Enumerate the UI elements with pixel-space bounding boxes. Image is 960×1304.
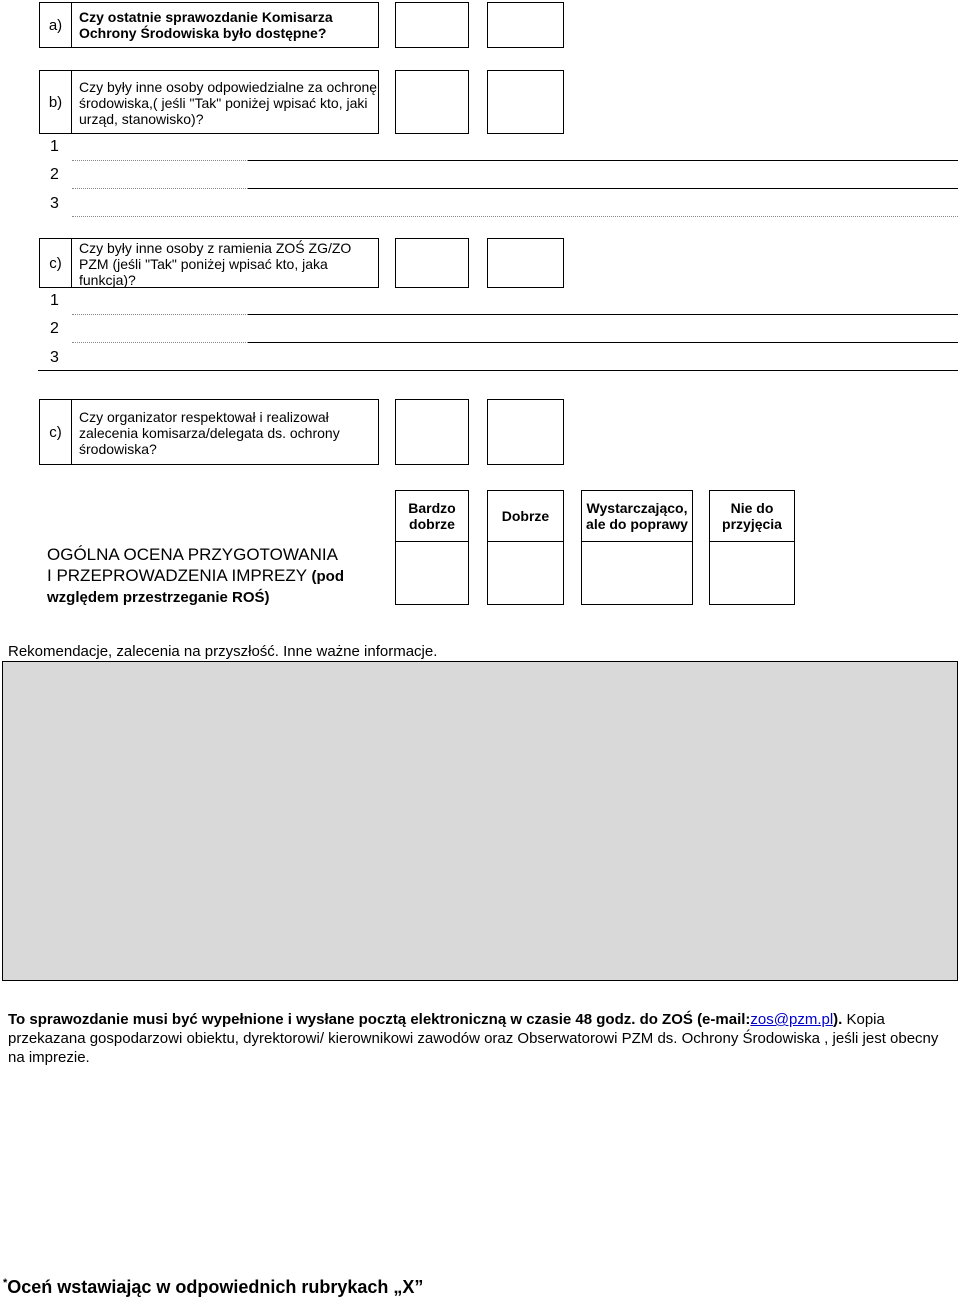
email-link[interactable]: zos@pzm.pl [750,1011,834,1028]
fill-line-c2[interactable] [248,342,958,343]
question-a-answer-tak[interactable] [395,2,469,48]
recommendations-label: Rekomendacje, zalecenia na przyszłość. Inne ważne informacje. [8,643,438,660]
question-c1-answer-tak[interactable] [395,238,469,288]
fill-line-b2[interactable] [248,188,958,189]
overall-assessment-label: OGÓLNA OCENA PRZYGOTOWANIA I PRZEPROWADZENIA IMPREZY (pod względem przestrzeganie ROŚ) [47,545,344,606]
line-number: 2 [50,320,59,337]
grade-header-nie-do-przyjecia: Nie do przyjęcia [709,490,795,542]
question-a-letter: a) [39,2,72,48]
question-c1-letter: c) [39,238,72,288]
fill-line-dotted [72,342,248,343]
question-b-text: Czy były inne osoby odpowiedzialne za ochronę środowiska,( jeśli "Tak" poniżej wpisać kto, jaki urząd, stanowisko)? [71,70,379,134]
grade-cell-wystarczajaco[interactable] [581,541,693,605]
question-c2-letter: c) [39,399,72,465]
line-number: 1 [50,292,59,309]
fill-line-dotted [72,314,248,315]
grade-cell-dobrze[interactable] [487,541,564,605]
line-number: 2 [50,166,59,183]
question-c2-text: Czy organizator respektował i realizował zalecenia komisarza/delegata ds. ochrony środowiska? [71,399,379,465]
question-c2-answer-tak[interactable] [395,399,469,465]
question-b-letter: b) [39,70,72,134]
rating-note: *Oceń wstawiając w odpowiednich rubrykach „X” [3,1277,424,1297]
grade-cell-bardzo-dobrze[interactable] [395,541,469,605]
question-c1-answer-nie[interactable] [487,238,564,288]
fill-line-dotted [72,160,248,161]
fill-line-b3[interactable] [72,216,958,217]
line-number: 1 [50,138,59,155]
question-b-answer-nie[interactable] [487,70,564,134]
grade-header-wystarczajaco: Wystarczająco, ale do poprawy [581,490,693,542]
question-b-answer-tak[interactable] [395,70,469,134]
grade-cell-nie-do-przyjecia[interactable] [709,541,795,605]
question-a-answer-nie[interactable] [487,2,564,48]
question-c2-answer-nie[interactable] [487,399,564,465]
line-number: 3 [50,349,59,366]
fill-line-b1[interactable] [248,160,958,161]
fill-line-c1[interactable] [248,314,958,315]
grade-header-dobrze: Dobrze [487,490,564,542]
line-number: 3 [50,195,59,212]
recommendations-textarea[interactable] [2,661,958,981]
question-c1-text: Czy były inne osoby z ramienia ZOŚ ZG/ZO PZM (jeśli "Tak" poniżej wpisać kto, jaka funkcja)? [71,238,379,288]
fill-line-dotted [72,188,248,189]
grade-header-bardzo-dobrze: Bardzo dobrze [395,490,469,542]
question-a-text: Czy ostatnie sprawozdanie Komisarza Ochrony Środowiska było dostępne? [71,2,379,48]
footer-instructions: To sprawozdanie musi być wypełnione i wysłane pocztą elektroniczną w czasie 48 godz. do ZOŚ (e-mail:zos@pzm.pl). Kopia przekazana gospodarzowi obiektu, dyrektorowi/ kierownikowi zawodów oraz Obserwatorowi PZM ds. Ochrony Środowiska , jeśli jest obecny na imprezie. [8,1011,939,1066]
fill-line-c3[interactable] [38,370,958,371]
